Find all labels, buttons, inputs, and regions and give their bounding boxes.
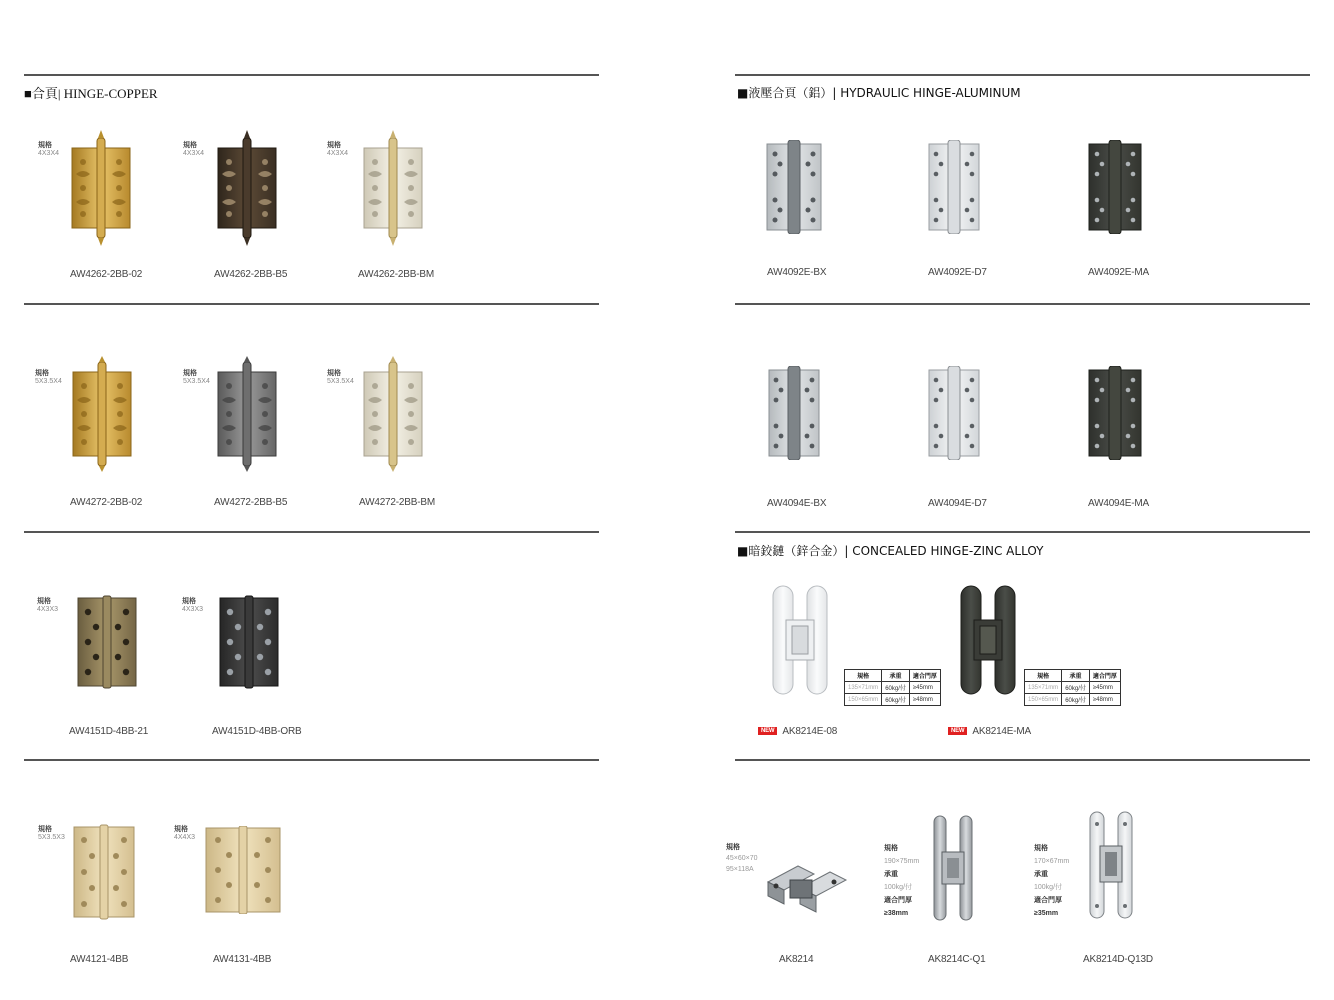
spec-block: [884, 842, 919, 920]
product-code: AK8214: [779, 954, 814, 965]
product-aw4272-2bb-b5[interactable]: [180, 356, 310, 516]
product-code: [948, 726, 1031, 737]
table-cell: 135×71mm: [1025, 682, 1062, 694]
spec-label: 規格: [327, 142, 341, 149]
table-header: 適合門厚: [1089, 670, 1120, 682]
ornate-hinge-gold-image: [68, 130, 134, 246]
spec-size: 5X3.5X4: [327, 378, 354, 385]
concealed-hinge-black-image: [958, 582, 1018, 698]
spec-size: 5X3.5X4: [183, 378, 210, 385]
table-cell: ≥45mm: [1089, 682, 1120, 694]
product-ak8214e-08[interactable]: [756, 580, 946, 745]
load-label: 承重: [884, 871, 898, 878]
product-code: AW4272-2BB-B5: [214, 497, 288, 508]
product-aw4094e-ma[interactable]: [1080, 362, 1190, 512]
hydraulic-hinge-aluminum-image: [928, 140, 980, 234]
load-value: 100kg/付: [1034, 884, 1063, 891]
product-aw4262-2bb-02[interactable]: [36, 130, 166, 290]
divider-right-2: [735, 303, 1310, 305]
spec-label: 規格: [174, 826, 188, 833]
product-code: AW4092E-BX: [767, 267, 827, 278]
door-label: 適合門厚: [1034, 897, 1062, 904]
product-code: AW4092E-D7: [928, 267, 987, 278]
divider-left-2: [24, 303, 599, 305]
table-cell: 150×65mm: [845, 694, 882, 706]
spec-label: 規格: [1034, 845, 1048, 852]
spec-label: 規格: [884, 845, 898, 852]
product-code-text: AK8214E-08: [782, 726, 838, 737]
spec-label: 規格: [726, 844, 740, 851]
product-ak8214[interactable]: [724, 812, 864, 972]
plain-hinge-antique-brass-image: [76, 594, 138, 690]
product-aw4262-2bb-bm[interactable]: [324, 130, 454, 290]
product-aw4151d-4bb-orb[interactable]: [180, 590, 320, 740]
spec-size: 5X3.5X4: [35, 378, 62, 385]
spec-block: [726, 842, 758, 875]
product-aw4094e-bx[interactable]: [760, 362, 870, 512]
product-code: AW4094E-MA: [1088, 498, 1149, 509]
table-cell: 60kg/付: [1062, 682, 1090, 694]
section-title-copper: ■合頁| HINGE-COPPER: [24, 86, 158, 101]
product-code: AK8214D-Q13D: [1083, 954, 1153, 965]
spec-size: 4X3X3: [37, 606, 59, 613]
load-value: 100kg/付: [884, 884, 913, 891]
product-aw4272-2bb-bm[interactable]: [324, 356, 454, 516]
hydraulic-hinge-black-image: [1088, 140, 1142, 234]
ornate-hinge-pewter-image: [214, 356, 280, 472]
table-header: 規格: [845, 670, 882, 682]
table-cell: 60kg/付: [1062, 694, 1090, 706]
table-cell: 60kg/付: [882, 682, 910, 694]
divider-right-3: [735, 531, 1310, 533]
product-aw4092e-ma[interactable]: [1080, 136, 1190, 286]
ornate-hinge-bronze-image: [214, 130, 280, 246]
product-aw4092e-bx[interactable]: [760, 136, 870, 286]
ornate-hinge-silver-image: [360, 130, 426, 246]
spec-label: 規格: [183, 370, 197, 377]
spec-block: [1034, 842, 1069, 920]
table-cell: 135×71mm: [845, 682, 882, 694]
new-badge: NEW: [948, 727, 967, 735]
product-code: AW4272-2BB-02: [70, 497, 143, 508]
product-aw4121-4bb[interactable]: [36, 818, 166, 968]
product-code: AW4131-4BB: [213, 954, 272, 965]
table-header: 規格: [1025, 670, 1062, 682]
hydraulic-hinge-aluminum-image: [766, 140, 822, 234]
product-aw4094e-d7[interactable]: [920, 362, 1030, 512]
spec-size: 4X3X4: [327, 150, 349, 157]
spec-size-2: 95×118A: [726, 866, 754, 873]
spec-size: 5X3.5X3: [38, 834, 65, 841]
product-aw4272-2bb-02[interactable]: [33, 356, 163, 516]
product-ak8214d-q13d[interactable]: [1032, 808, 1192, 972]
spec-table: [844, 669, 941, 706]
table-cell: 150×65mm: [1025, 694, 1062, 706]
table-cell: ≥45mm: [909, 682, 940, 694]
product-code: [758, 726, 837, 737]
product-ak8214c-q1[interactable]: [884, 812, 1024, 972]
product-aw4262-2bb-b5[interactable]: [180, 130, 310, 290]
load-label: 承重: [1034, 871, 1048, 878]
product-code-text: AK8214E-MA: [972, 726, 1031, 737]
divider-left-3: [24, 531, 599, 533]
door-label: 適合門厚: [884, 897, 912, 904]
spec-size: 4X3X3: [182, 606, 204, 613]
spec-table: [1024, 669, 1121, 706]
product-code: AW4272-2BB-BM: [359, 497, 435, 508]
plain-hinge-oil-rubbed-image: [218, 594, 280, 690]
product-code: AW4262-2BB-BM: [358, 269, 434, 280]
product-code: AW4094E-BX: [767, 498, 827, 509]
section-title-hydraulic: ■液壓合頁（鋁）| HYDRAULIC HINGE-ALUMINUM: [737, 86, 1021, 100]
divider-left-4: [24, 759, 599, 761]
divider-left-1: [24, 74, 599, 76]
door-value: ≥38mm: [884, 910, 909, 917]
concealed-hinge-chrome-image: [1088, 810, 1134, 920]
product-code: AW4262-2BB-B5: [214, 269, 288, 280]
product-code: AW4092E-MA: [1088, 267, 1149, 278]
spec-label: 規格: [182, 598, 196, 605]
spec-label: 規格: [327, 370, 341, 377]
new-badge: NEW: [758, 727, 777, 735]
plain-hinge-light-brass-image: [204, 826, 282, 914]
table-header: 承重: [1062, 670, 1090, 682]
product-ak8214e-ma[interactable]: [946, 580, 1136, 745]
spec-size: 4X3X4: [183, 150, 205, 157]
table-header: 適合門厚: [909, 670, 940, 682]
spec-label: 規格: [35, 370, 49, 377]
spec-label: 規格: [38, 826, 52, 833]
product-code: AW4151D-4BB-ORB: [212, 726, 302, 737]
product-code: AK8214C-Q1: [928, 954, 986, 965]
hydraulic-hinge-black-image: [1088, 366, 1142, 460]
spec-label: 規格: [38, 142, 52, 149]
hydraulic-hinge-aluminum-image: [928, 366, 980, 460]
concealed-hinge-steel-image: [932, 814, 974, 922]
spec-label: 規格: [37, 598, 51, 605]
product-code: AW4094E-D7: [928, 498, 987, 509]
door-value: ≥35mm: [1034, 910, 1059, 917]
ornate-hinge-gold-image: [69, 356, 135, 472]
divider-right-1: [735, 74, 1310, 76]
plain-hinge-light-brass-image: [72, 824, 136, 920]
spec-size: 190×75mm: [884, 858, 920, 865]
spec-label: 規格: [183, 142, 197, 149]
product-code: AW4151D-4BB-21: [69, 726, 149, 737]
table-cell: 60kg/付: [882, 694, 910, 706]
product-aw4131-4bb[interactable]: [172, 818, 302, 968]
product-aw4092e-d7[interactable]: [920, 136, 1030, 286]
concealed-hinge-white-image: [770, 582, 830, 698]
invisible-hinge-steel-image: [764, 852, 850, 924]
spec-size: 4X3X4: [38, 150, 60, 157]
table-cell: ≥48mm: [909, 694, 940, 706]
spec-size: 4X4X3: [174, 834, 196, 841]
product-code: AW4262-2BB-02: [70, 269, 143, 280]
section-title-concealed: ■暗鉸鏈（鋅合金）| CONCEALED HINGE-ZINC ALLOY: [737, 544, 1044, 558]
table-header: 承重: [882, 670, 910, 682]
hydraulic-hinge-aluminum-image: [768, 366, 820, 460]
spec-size: 45×60×70: [726, 855, 758, 862]
table-cell: ≥48mm: [1089, 694, 1120, 706]
spec-size: 170×67mm: [1034, 858, 1070, 865]
product-code: AW4121-4BB: [70, 954, 129, 965]
ornate-hinge-silver-image: [360, 356, 426, 472]
divider-right-4: [735, 759, 1310, 761]
product-aw4151d-4bb-21[interactable]: [36, 590, 166, 740]
